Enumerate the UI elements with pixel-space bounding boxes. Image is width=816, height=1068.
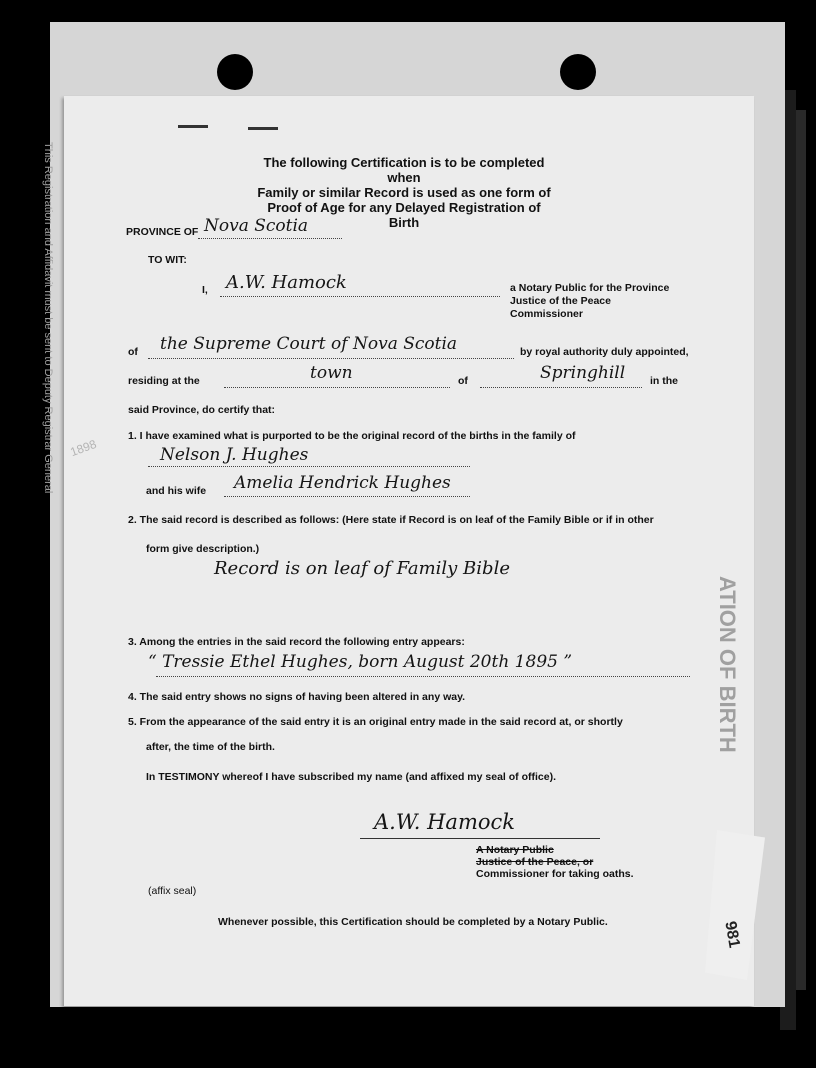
item-4-text: 4. The said entry shows no signs of having been altered in any way. [128, 691, 466, 703]
entry-text: “ Tressie Ethel Hughes, born August 20th 1895 ” [148, 652, 573, 672]
testimony-text: In TESTIMONY whereof I have subscribed my name (and affixed my seal of office). [146, 771, 556, 783]
margin-mark [178, 125, 208, 128]
of-label-2: of [458, 375, 468, 387]
father-name: Nelson J. Hughes [160, 445, 309, 465]
margin-mark-2 [248, 127, 278, 130]
certify-text: said Province, do certify that: [128, 404, 276, 416]
footer-note: Whenever possible, this Certification should be completed by a Notary Public. [218, 916, 608, 928]
mother-line [224, 496, 470, 497]
court-line [148, 358, 514, 359]
father-line [148, 466, 470, 467]
stub-mark: 981 [721, 920, 743, 950]
punch-hole-left [217, 54, 253, 90]
item-3-text: 3. Among the entries in the said record the following entry appears: [128, 636, 465, 648]
heading-line-3: Proof of Age for any Delayed Registration of Birth [267, 200, 541, 230]
wife-label: and his wife [146, 485, 207, 497]
sig-notary: A Notary Public [476, 844, 554, 856]
royal-authority-text: by royal authority duly appointed, [520, 346, 689, 358]
sig-commissioner: Commissioner for taking oaths. [476, 868, 634, 880]
background-birth-title: ATION OF BIRTH [715, 576, 740, 753]
sig-justice: Justice of the Peace, or [476, 856, 594, 868]
margin-number: 1898 [68, 436, 99, 460]
province-value: Nova Scotia [204, 216, 309, 236]
province-line [198, 238, 342, 239]
record-description: Record is on leaf of Family Bible [214, 558, 510, 579]
item-2-line-2: form give description.) [146, 543, 260, 555]
certification-form [64, 96, 754, 1006]
role-notary: a Notary Public for the Province [510, 282, 670, 294]
of-label: of [128, 346, 138, 358]
residing-label: residing at the [128, 375, 200, 387]
role-justice: Justice of the Peace [510, 295, 611, 307]
role-commissioner: Commissioner [510, 308, 583, 320]
item-2-line-1: 2. The said record is described as follows: (Here state if Record is on leaf of the Family Bible or if in other [128, 514, 654, 526]
residence-place: Springhill [540, 363, 626, 383]
province-label: PROVINCE OF [126, 226, 199, 238]
affix-seal-label: (affix seal) [148, 885, 197, 897]
residence-place-line [480, 387, 642, 388]
in-the-label: in the [650, 375, 678, 387]
heading-line-1: The following Certification is to be completed when [263, 155, 545, 185]
residence-type-line [224, 387, 450, 388]
signature: A.W. Hamock [374, 810, 515, 834]
item-5-line-2: after, the time of the birth. [146, 741, 275, 753]
scan-edge-2 [796, 110, 806, 990]
side-instruction-text: This Registration and Affidavit must be sent to Deputy Registrar General [42, 142, 54, 494]
heading-line-2: Family or similar Record is used as one form of [257, 185, 551, 200]
punch-hole-right [560, 54, 596, 90]
residence-type: town [310, 363, 353, 383]
signer-line [220, 296, 500, 297]
signer-name: A.W. Hamock [226, 272, 347, 293]
mother-name: Amelia Hendrick Hughes [234, 473, 451, 493]
to-wit-label: TO WIT: [148, 254, 187, 266]
i-label: I, [202, 284, 208, 296]
signature-line [360, 838, 600, 839]
court-value: the Supreme Court of Nova Scotia [160, 334, 458, 354]
entry-line [156, 676, 690, 677]
item-5-line-1: 5. From the appearance of the said entry it is an original entry made in the said record at, or shortly [128, 716, 623, 728]
item-1-text: 1. I have examined what is purported to be the original record of the births in the family of [128, 430, 576, 442]
